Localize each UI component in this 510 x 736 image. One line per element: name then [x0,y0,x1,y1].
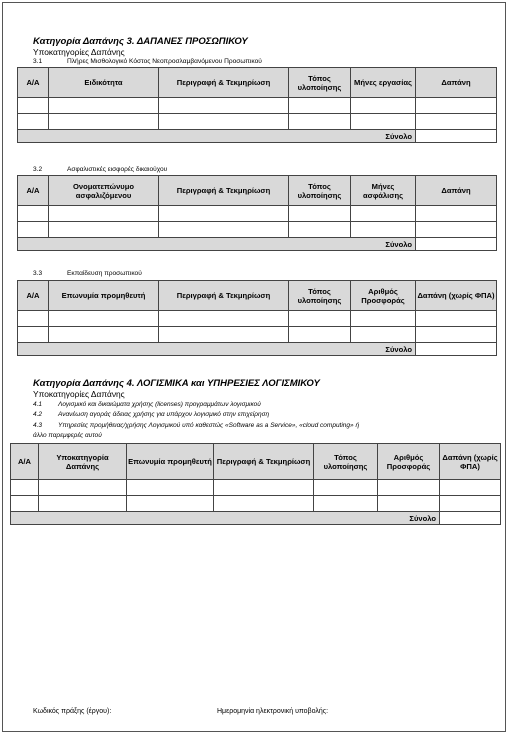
total-row [18,130,497,143]
section-3-3-heading [33,270,142,278]
header-location: Τόπος υλοποίησης [289,176,351,206]
section-3-1-table [17,67,497,143]
total-value-input[interactable] [416,130,497,143]
cell-input[interactable] [39,480,127,496]
cell-input[interactable] [49,206,159,222]
total-row [18,343,497,356]
cell-input[interactable] [289,114,351,130]
total-value-input[interactable] [440,512,501,525]
cell-input[interactable] [416,222,497,238]
cell-input[interactable] [49,311,159,327]
table-row [18,98,497,114]
section-3-3-title: Εκπαίδευση προσωπικού [67,270,142,277]
total-row [18,238,497,251]
cell-input[interactable] [440,480,501,496]
section-3-1-title: Πλήρες Μισθολογικό Κόστος Νεοπροσλαμβανόμενου Προσωπικού [67,58,262,65]
cell-input[interactable] [49,114,159,130]
category-3-subtitle: Υποκατηγορίες Δαπάνης [33,47,125,57]
header-location: Τόπος υλοποίησης [289,281,351,311]
cell-input[interactable] [18,222,49,238]
cell-input[interactable] [416,206,497,222]
cell-input[interactable] [159,206,289,222]
cell-input[interactable] [440,496,501,512]
cell-input[interactable] [159,327,289,343]
cell-input[interactable] [159,311,289,327]
category-3-title: Κατηγορία Δαπάνης 3. ΔΑΠΑΝΕΣ ΠΡΟΣΩΠΙΚΟΥ [33,36,248,47]
cell-input[interactable] [416,114,497,130]
table-row [11,480,501,496]
total-value-input[interactable] [416,343,497,356]
cell-input[interactable] [314,480,378,496]
cell-input[interactable] [416,311,497,327]
header-expense-no-vat: Δαπάνη (χωρίς ΦΠΑ) [416,281,497,311]
header-description: Περιγραφή & Τεκμηρίωση [159,176,289,206]
cell-input[interactable] [18,327,49,343]
header-description: Περιγραφή & Τεκμηρίωση [214,444,314,480]
header-offer-number: Αριθμός Προσφοράς [351,281,416,311]
cell-input[interactable] [11,496,39,512]
cell-input[interactable] [18,98,49,114]
table-row [18,206,497,222]
header-aa: Α/Α [18,176,49,206]
table-row [18,311,497,327]
cell-input[interactable] [214,496,314,512]
cell-input[interactable] [314,496,378,512]
cell-input[interactable] [351,114,416,130]
total-label: Σύνολο [351,238,416,251]
header-aa: Α/Α [18,281,49,311]
header-insured-name: Ονοματεπώνυμο ασφαλιζόμενου [49,176,159,206]
cell-input[interactable] [351,222,416,238]
header-description: Περιγραφή & Τεκμηρίωση [159,68,289,98]
cell-input[interactable] [416,327,497,343]
section-3-2-heading [33,166,167,174]
category-4-table [10,443,501,525]
subcategory-4-2: 4.2 Ανανέωση αγοράς άδειας χρήσης για υπάρχον λογισμικό στην επιχείρηση [33,411,270,418]
total-label: Σύνολο [351,130,416,143]
subcategory-4-3: 4.3 Υπηρεσίες προμήθειας/χρήσης Λογισμικού υπό καθεστώς «Software as a Service», «cloud computing» ή [33,422,360,429]
header-aa: Α/Α [18,68,49,98]
table-row [18,327,497,343]
cell-input[interactable] [289,327,351,343]
header-expense: Δαπάνη [416,68,497,98]
cell-input[interactable] [18,206,49,222]
form-page [2,2,506,732]
cell-input[interactable] [11,480,39,496]
cell-input[interactable] [351,327,416,343]
header-supplier-name: Επωνυμία προμηθευτή [49,281,159,311]
cell-input[interactable] [378,496,440,512]
cell-input[interactable] [159,98,289,114]
cell-input[interactable] [351,206,416,222]
cell-input[interactable] [49,327,159,343]
cell-input[interactable] [289,98,351,114]
header-subcategory: Υποκατηγορία Δαπάνης [39,444,127,480]
total-label: Σύνολο [351,343,416,356]
project-code-label: Κωδικός πράξης (έργου): [33,708,112,715]
cell-input[interactable] [159,222,289,238]
table-row [18,222,497,238]
cell-input[interactable] [351,311,416,327]
section-3-2-title: Ασφαλιστικές εισφορές δικαιούχου [67,166,168,173]
cell-input[interactable] [127,480,214,496]
table-row [18,114,497,130]
header-aa: Α/Α [11,444,39,480]
section-3-3-table [17,280,497,356]
cell-input[interactable] [39,496,127,512]
section-3-3-number: 3.3 [33,270,43,277]
cell-input[interactable] [159,114,289,130]
header-description: Περιγραφή & Τεκμηρίωση [159,281,289,311]
cell-input[interactable] [289,222,351,238]
cell-input[interactable] [289,206,351,222]
header-months: Μήνες εργασίας [351,68,416,98]
header-expense-no-vat: Δαπάνη (χωρίς ΦΠΑ) [440,444,501,480]
cell-input[interactable] [378,480,440,496]
cell-input[interactable] [214,480,314,496]
header-expense: Δαπάνη [416,176,497,206]
total-row [11,512,501,525]
section-3-2-number: 3.2 [33,166,43,173]
header-insurance-months: Μήνες ασφάλισης [351,176,416,206]
cell-input[interactable] [18,114,49,130]
section-3-1-number: 3.1 [33,58,43,65]
header-location: Τόπος υλοποίησης [289,68,351,98]
header-supplier-name: Επωνυμία προμηθευτή [127,444,214,480]
section-3-2-table [17,175,497,251]
subcategory-4-1: 4.1 Λογισμικό και δικαιώματα χρήσης (licenses) προγραμμάτων λογισμικού [33,401,261,408]
section-3-1-heading [33,58,262,66]
total-value-input[interactable] [416,238,497,251]
table-row [11,496,501,512]
cell-input[interactable] [416,98,497,114]
header-location: Τόπος υλοποίησης [314,444,378,480]
category-4-subtitle: Υποκατηγορίες Δαπάνης [33,389,125,399]
category-4-title: Κατηγορία Δαπάνης 4. ΛΟΓΙΣΜΙΚΑ και ΥΠΗΡΕΣΙΕΣ ΛΟΓΙΣΜΙΚΟΥ [33,378,320,389]
header-specialty: Ειδικότητα [49,68,159,98]
cell-input[interactable] [127,496,214,512]
total-label: Σύνολο [378,512,440,525]
cell-input[interactable] [49,98,159,114]
cell-input[interactable] [49,222,159,238]
subcategory-4-3-continuation: άλλο παρεμφερές αυτού [33,432,102,439]
submission-date-label: Ημερομηνία ηλεκτρονική υποβολής: [217,708,329,715]
header-offer-number: Αριθμός Προσφοράς [378,444,440,480]
cell-input[interactable] [18,311,49,327]
cell-input[interactable] [351,98,416,114]
cell-input[interactable] [289,311,351,327]
